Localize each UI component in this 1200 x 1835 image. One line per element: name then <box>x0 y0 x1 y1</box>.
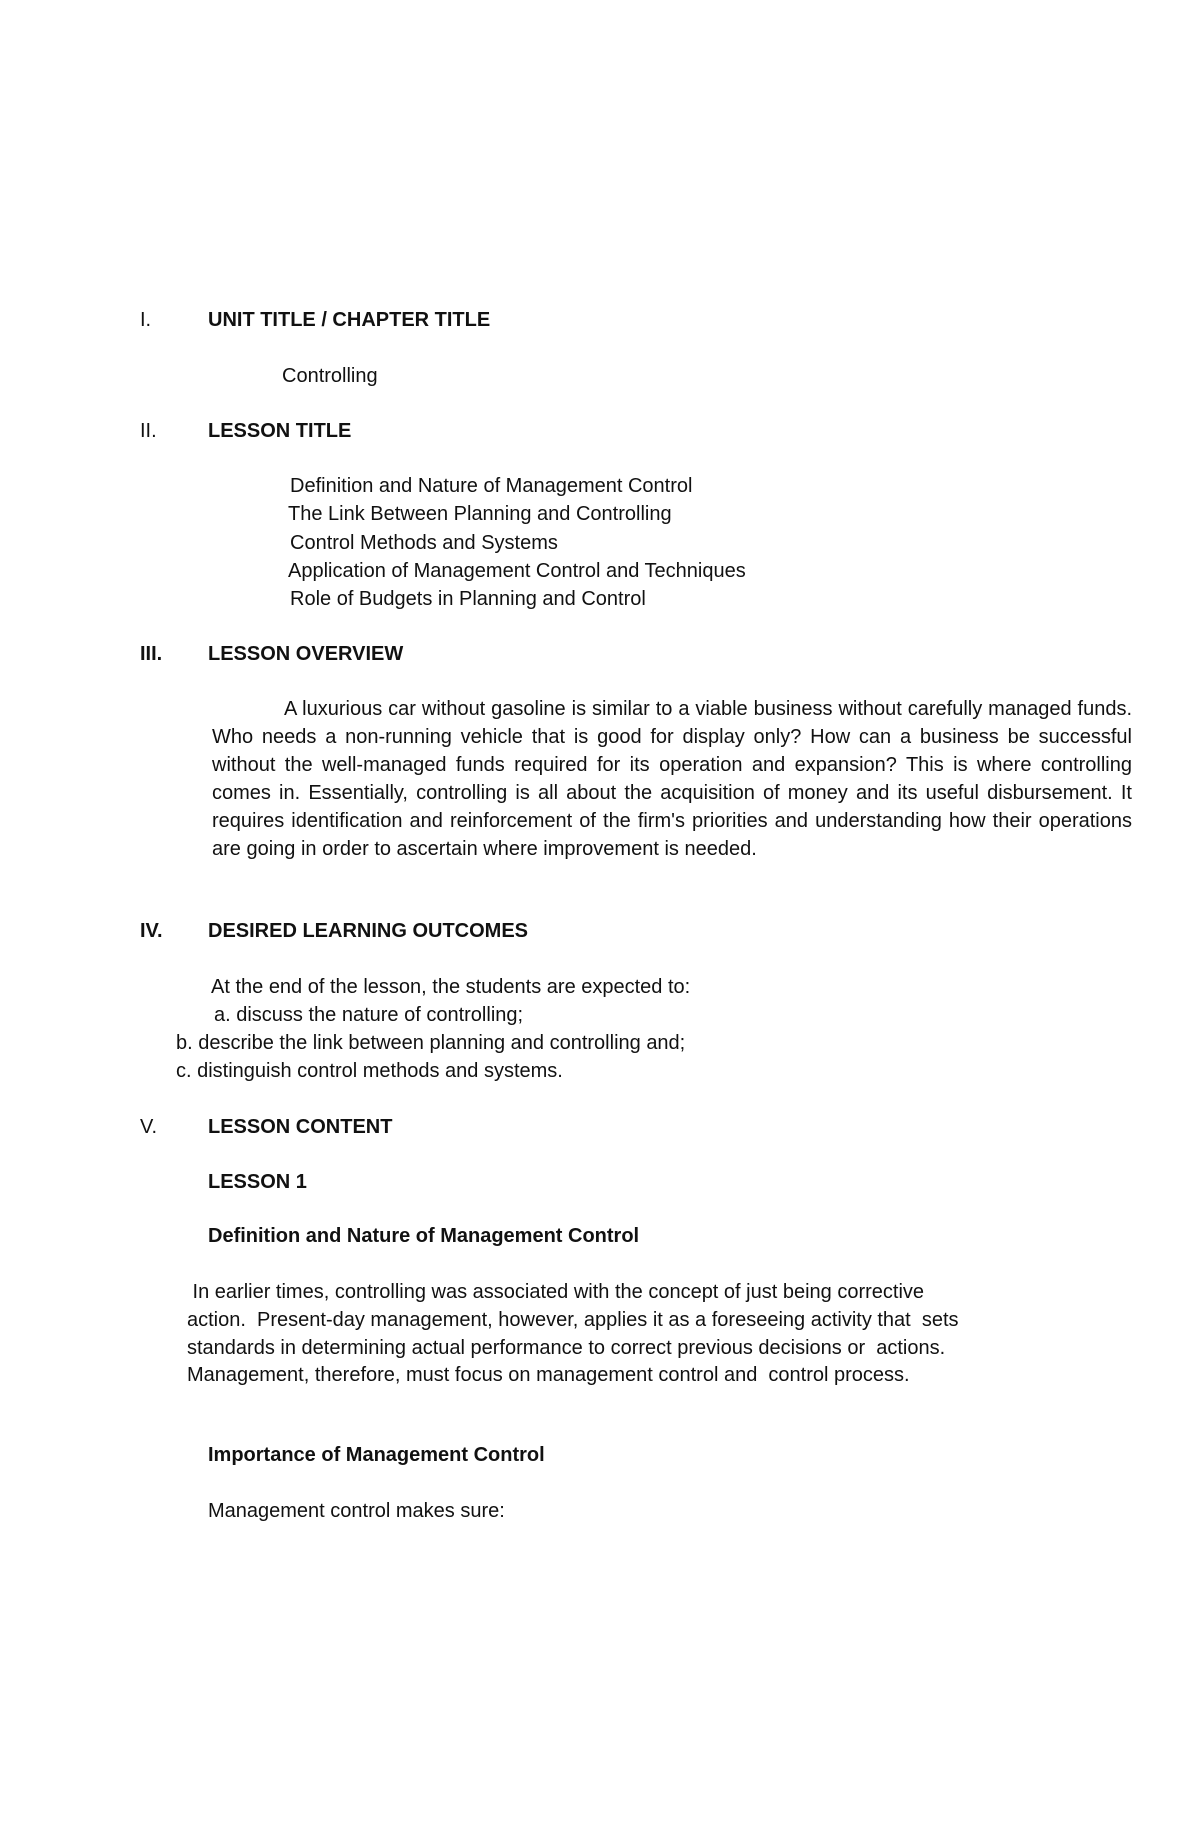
content-heading-importance: Importance of Management Control <box>208 1444 545 1466</box>
content-closing-line: Management control makes sure: <box>208 1500 505 1522</box>
content-heading-definition: Definition and Nature of Management Control <box>208 1225 640 1247</box>
section-number-v: V. <box>140 1116 158 1138</box>
outcome-item: c. distinguish control methods and systems. <box>176 1060 563 1082</box>
content-paragraph-line: Management, therefore, must focus on management control and control process. <box>187 1364 910 1386</box>
lesson-label: LESSON 1 <box>208 1171 307 1193</box>
outcome-item: a. discuss the nature of controlling; <box>214 1004 524 1026</box>
outcome-item: b. describe the link between planning and controlling and; <box>176 1032 686 1054</box>
section-number-i: I. <box>140 309 152 331</box>
content-paragraph-line: In earlier times, controlling was associated with the concept of just being corrective <box>187 1281 925 1303</box>
section-number-ii: II. <box>140 420 157 442</box>
section-number-iv: IV. <box>140 920 163 942</box>
content-paragraph-line: action. Present-day management, however, applies it as a foreseeing activity that sets <box>187 1309 959 1331</box>
overview-text: A luxurious car without gasoline is similar to a viable business without carefully managed funds. Who needs a non-running vehicle that is good for display only? How can a business be successful without the well-managed funds required for its operation and expansion? This is where controlling comes in. Essentially, controlling is all about the acquisition of money and its useful disbursement. It requires identification and reinforcement of the firm's priorities and understanding how their operations are going in order to ascertain where improvement is needed. <box>212 698 1132 860</box>
outcomes-intro: At the end of the lesson, the students are expected to: <box>211 976 691 998</box>
section-number-iii: III. <box>140 643 163 665</box>
section-title-overview: LESSON OVERVIEW <box>208 643 404 665</box>
lesson-title-item: Application of Management Control and Techniques <box>288 560 746 582</box>
section-title-outcomes: DESIRED LEARNING OUTCOMES <box>208 920 529 942</box>
lesson-title-item: Definition and Nature of Management Control <box>290 475 693 497</box>
lesson-title-item: Role of Budgets in Planning and Control <box>290 588 646 610</box>
unit-title-value: Controlling <box>282 365 378 387</box>
lesson-title-item: Control Methods and Systems <box>290 532 558 554</box>
lesson-title-item: The Link Between Planning and Controlling <box>288 503 672 525</box>
lesson-overview-paragraph <box>212 695 1132 863</box>
content-paragraph-line: standards in determining actual performance to correct previous decisions or actions. <box>187 1337 946 1359</box>
section-title-unit: UNIT TITLE / CHAPTER TITLE <box>208 309 491 331</box>
section-title-content: LESSON CONTENT <box>208 1116 393 1138</box>
section-title-lesson: LESSON TITLE <box>208 420 352 442</box>
